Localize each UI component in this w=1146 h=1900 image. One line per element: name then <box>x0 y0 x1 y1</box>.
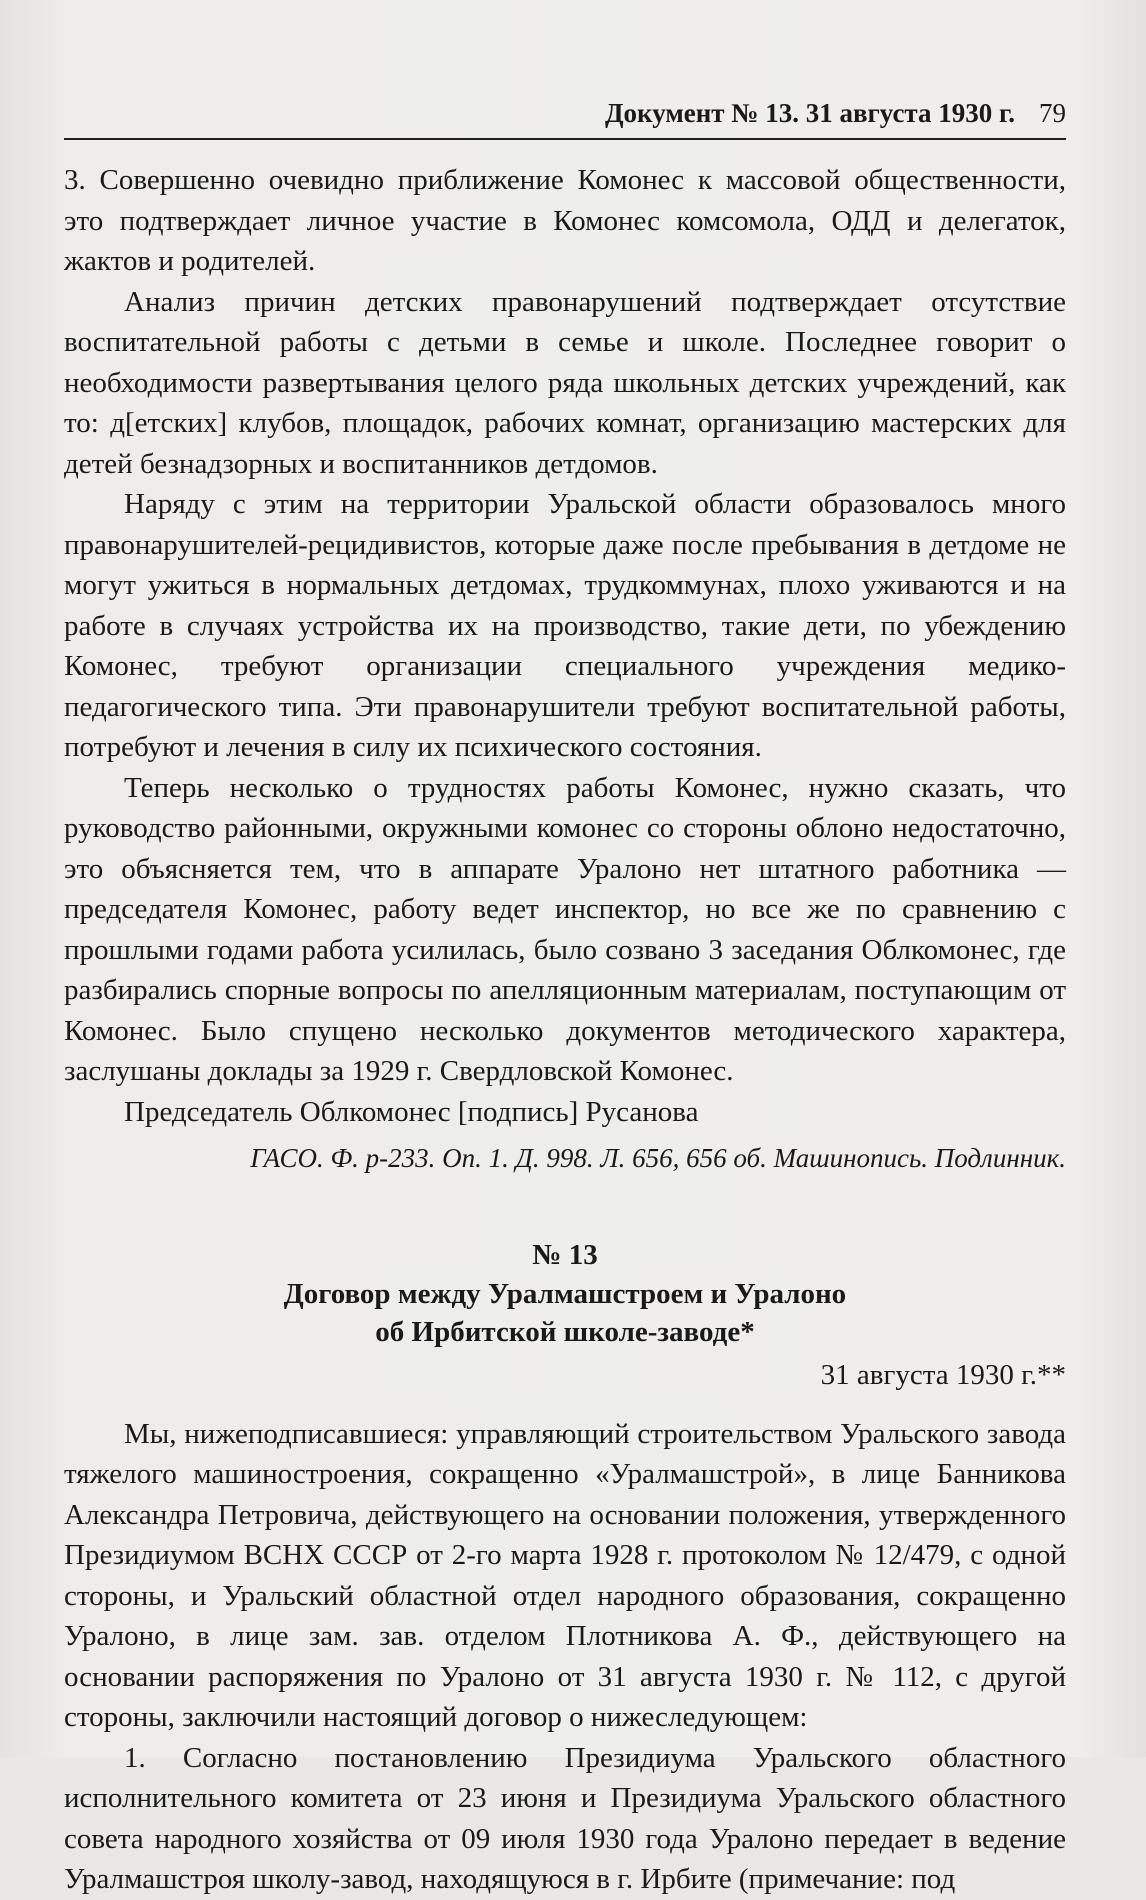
contract-paragraph-1: Мы, нижеподписавшиеся: управляющий строительством Уральского завода тяжелого машиностроения, сокращенно «Уралмашстрой», в лице Банникова Александра Петровича, действующего на основании положения, утвержденного Президиумом ВСНХ СССР от 2-го марта 1928 г. протоколом № 12/479, с одной стороны, и Уральский областной отдел народного образования, сокращенно Уралоно, в лице зам. зав. отделом Плотникова А. Ф., действующего на основании распоряжения по Уралоно от 31 августа 1930 г. № 112, с другой стороны, заключили настоящий договор о нижеследующем: <box>64 1417 1066 1733</box>
document-number: № 13 <box>532 1238 598 1271</box>
paragraph-3: Наряду с этим на территории Уральской области образовалось много правонарушителей-рецидивистов, которые даже после пребывания в детдоме не могут ужиться в нормальных детдомах, трудкоммунах, плохо уживаются и на работе в случаях устройства их на производство, такие дети, по убеждению Комонес, требуют организации специального учреждения медико-педагогического типа. Эти правонарушители требуют воспитательной работы, потребуют и лечения в силу их психического состояния. <box>64 488 1066 763</box>
paragraph-2: Анализ причин детских правонарушений подтверждает отсутствие воспитательной работы с детьми в семье и школе. Последнее говорит о необходимости развертывания целого ряда школьных детских учреждений, как то: д[етских] клубов, площадок, рабочих комнат, организацию мастерских для детей безнадзорных и воспитанников детдомов. <box>64 285 1066 480</box>
document-date: 31 августа 1930 г.** <box>820 1359 1066 1391</box>
signature-line: Председатель Облкомонес [подпись] Русанова <box>124 1095 699 1128</box>
header-title: Документ № 13. 31 августа 1930 г. <box>604 98 1015 128</box>
header-rule <box>64 138 1066 140</box>
document-title-line-1: Договор между Уралмашстроем и Уралоно <box>283 1278 847 1310</box>
paragraph-4: Теперь несколько о трудностях работы Комонес, нужно сказать, что руководство районными, окружными комонес со стороны облоно недостаточно, это объясняется тем, что в аппарате Уралоно нет штатного работника — председателя Комонес, работу ведет инспектор, но все же по сравнению с прошлыми годами работа усилилась, было созвано 3 заседания Облкомонес, где разбирались спорные вопросы по апелляционным материалам, поступающим от Комонес. Было спущено несколько документов методического характера, заслушаны доклады за 1929 г. Свердловской Комонес. <box>64 771 1066 1087</box>
document-title-line-2: об Ирбитской школе-заводе* <box>375 1316 755 1348</box>
running-header <box>64 98 1066 138</box>
page-content <box>64 160 1066 1900</box>
archive-source: ГАСО. Ф. р-233. Оп. 1. Д. 998. Л. 656, 656 об. Машинопись. Подлинник. <box>250 1143 1066 1173</box>
contract-paragraph-2: 1. Согласно постановлению Президиума Уральского областного исполнительного комитета от 23 июня и Президиума Уральского областного совета народного хозяйства от 09 июля 1930 года Уралоно передает в ведение Уралмашстроя школу-завод, находящуюся в г. Ирбите (примечание: под <box>64 1741 1066 1895</box>
page-number: 79 <box>1039 98 1066 128</box>
paragraph-1: 3. Совершенно очевидно приближение Комонес к массовой общественности, это подтверждает личное участие в Комонес комсомола, ОДД и делегаток, жактов и родителей. <box>64 164 1066 277</box>
